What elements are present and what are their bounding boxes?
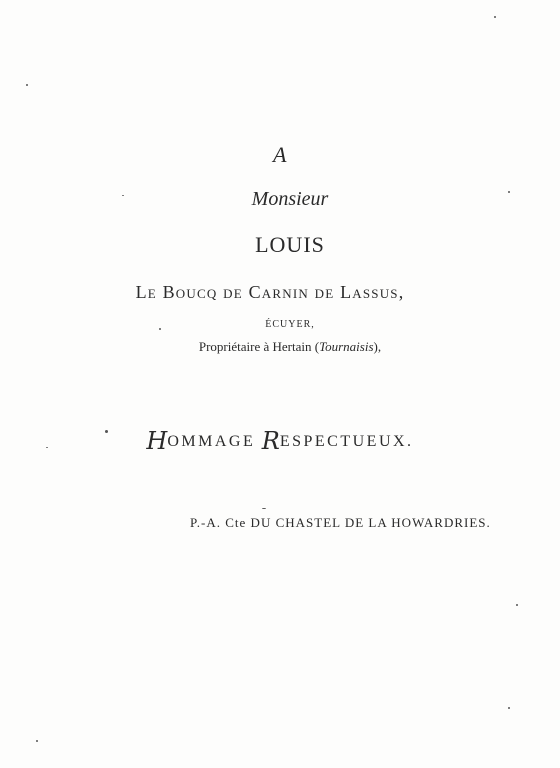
dedication-proprietaire <box>10 339 560 355</box>
hommage-initial-r: R <box>261 427 280 455</box>
scan-speck <box>159 328 161 330</box>
scan-speck <box>105 430 108 433</box>
scan-speck <box>262 508 266 509</box>
signature: P.-A. Cte DU CHASTEL DE LA HOWARDRIES. <box>190 515 491 530</box>
hommage-initial-h: H <box>146 427 168 455</box>
dedication-a: A <box>273 142 287 167</box>
dedication-first-name: LOUIS <box>255 232 325 257</box>
proprietaire-prefix: Propriétaire à Hertain ( <box>198 339 320 354</box>
hommage-rest-2: ESPECTUEUX. <box>279 433 414 450</box>
hommage-rest-1: OMMAGE <box>167 433 262 450</box>
hommage-respectueux <box>0 424 560 455</box>
scan-speck <box>36 740 38 742</box>
dedication-full-name: Le Boucq de Carnin de Lassus, <box>135 282 405 302</box>
dedication-title: ÉCUYER, <box>265 319 315 330</box>
scan-speck <box>26 84 28 86</box>
proprietaire-suffix: ), <box>373 339 382 354</box>
scan-speck <box>46 447 48 448</box>
proprietaire-place: Tournaisis <box>319 339 374 354</box>
scan-speck <box>516 604 518 606</box>
scan-speck <box>494 16 496 18</box>
scan-speck <box>508 191 510 193</box>
scan-speck <box>122 195 124 196</box>
dedication-monsieur: Monsieur <box>251 188 329 210</box>
scan-speck <box>508 707 510 709</box>
